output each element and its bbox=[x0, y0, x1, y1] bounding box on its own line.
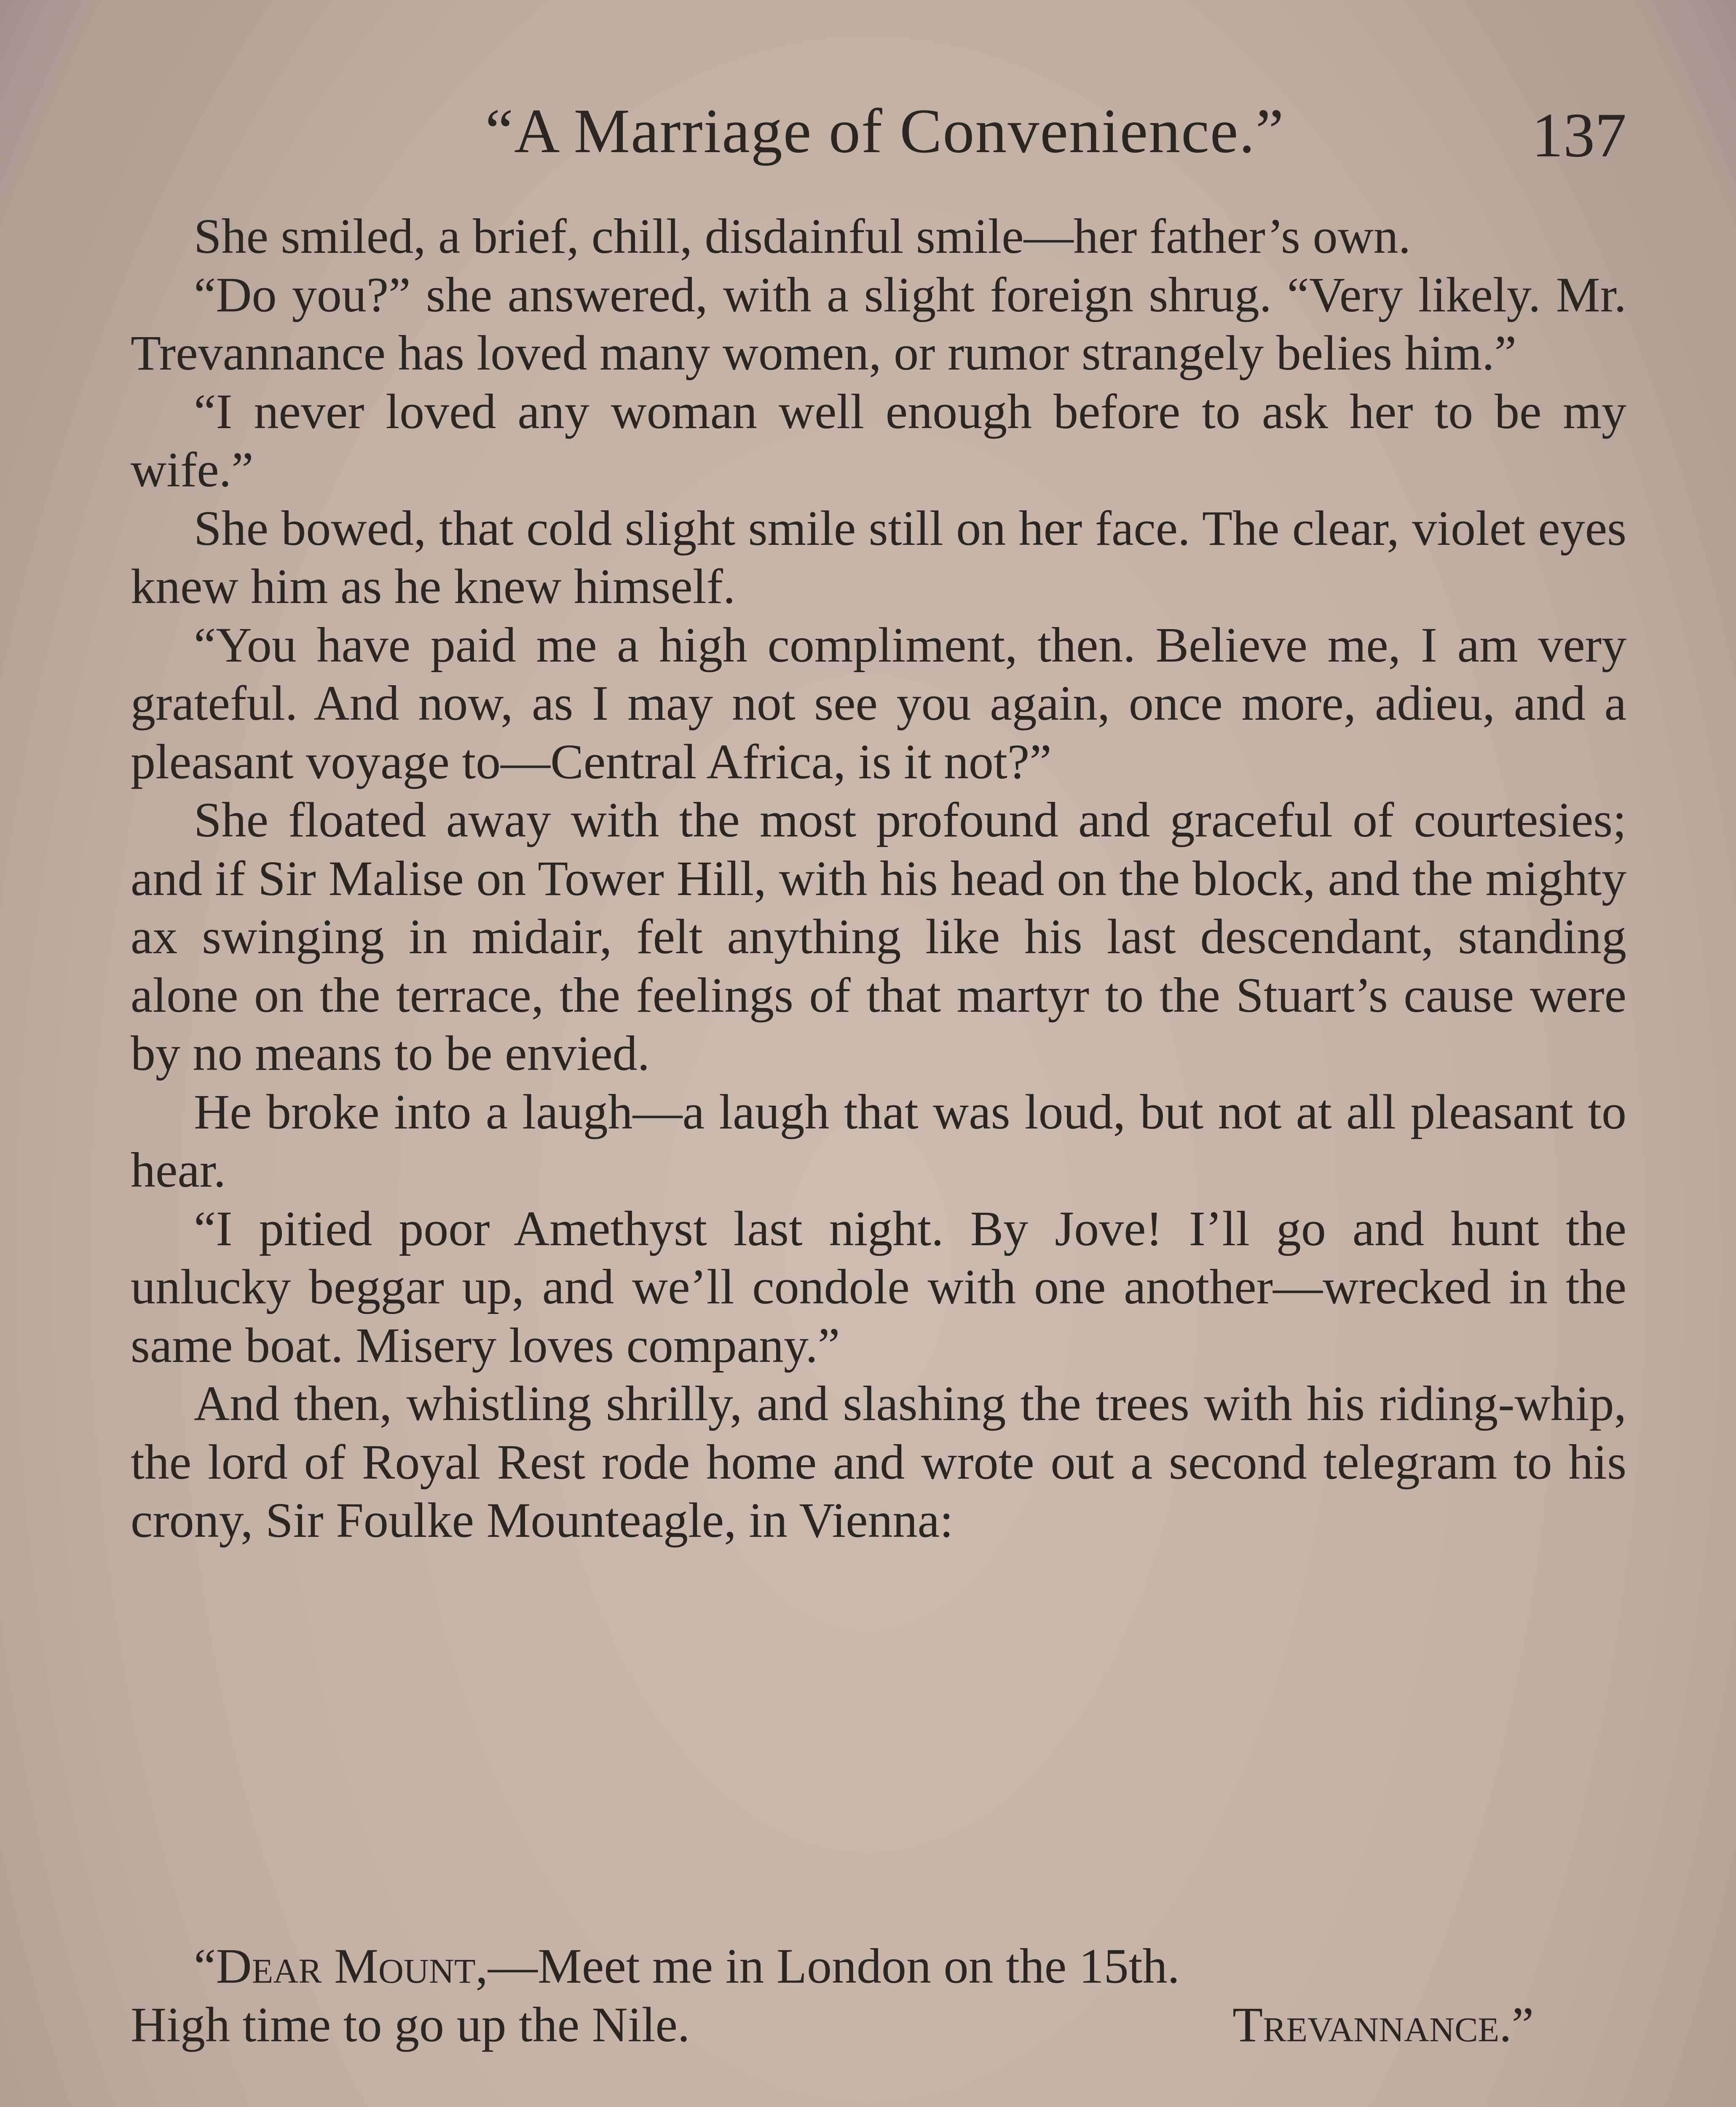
running-head bbox=[135, 95, 1635, 179]
telegram-message-end: High time to go up the Nile. bbox=[131, 1997, 690, 2052]
paragraph: “Do you?” she answered, with a slight foreign shrug. “Very likely. Mr. Trevannance has loved many women, or rumor strangely belies him.” bbox=[131, 267, 1626, 381]
telegram-first-line bbox=[194, 1937, 1180, 1996]
telegram bbox=[131, 1937, 1626, 2054]
telegram-signature-block bbox=[1232, 1996, 1626, 2054]
paragraph: “I pitied poor Amethyst last night. By Jove! I’ll go and hunt the unlucky beggar up, and we’ll condole with one another—wrecked in the same boat. Misery loves company.” bbox=[131, 1201, 1626, 1373]
open-quote: “ bbox=[194, 1938, 216, 1994]
close-quote: .” bbox=[1499, 1997, 1534, 2052]
paragraph: He broke into a laugh—a laugh that was loud, but not at all pleasant to hear. bbox=[131, 1084, 1626, 1198]
telegram-signature: Trevannance bbox=[1232, 1997, 1500, 2052]
paragraph: And then, whistling shrilly, and slashing the trees with his riding-whip, the lord of Royal Rest rode home and wrote out a second telegram to his crony, Sir Foulke Mounteagle, in Vienna: bbox=[131, 1376, 1626, 1548]
telegram-message-start: ,—Meet me in London on the 15th. bbox=[475, 1938, 1180, 1994]
telegram-line-one bbox=[131, 1937, 1626, 1996]
telegram-salutation: Dear Mount bbox=[216, 1938, 476, 1994]
passage-one bbox=[131, 207, 1626, 1550]
paragraph: She smiled, a brief, chill, disdainful smile—her father’s own. bbox=[194, 209, 1411, 264]
running-title: “A Marriage of Convenience.” bbox=[485, 96, 1285, 166]
paragraph: She floated away with the most profound and graceful of courtesies; and if Sir Malise on Tower Hill, with his head on the block, and the mighty ax swinging in midair, felt anything like his last descendant, standing alone on the terrace, the feelings of that martyr to the Stuart’s cause were by no means to be envied. bbox=[131, 792, 1626, 1081]
paragraph: “You have paid me a high compliment, then. Believe me, I am very grateful. And now, as I may not see you again, once more, adieu, and a pleasant voyage to—Central Africa, is it not?” bbox=[131, 617, 1626, 789]
telegram-line-two bbox=[131, 1996, 1626, 2054]
paragraph: “I never loved any woman well enough before to ask her to be my wife.” bbox=[131, 383, 1626, 497]
page-number: 137 bbox=[1532, 100, 1626, 170]
paragraph: She bowed, that cold slight smile still on her face. The clear, violet eyes knew him as he knew himself. bbox=[131, 500, 1626, 614]
